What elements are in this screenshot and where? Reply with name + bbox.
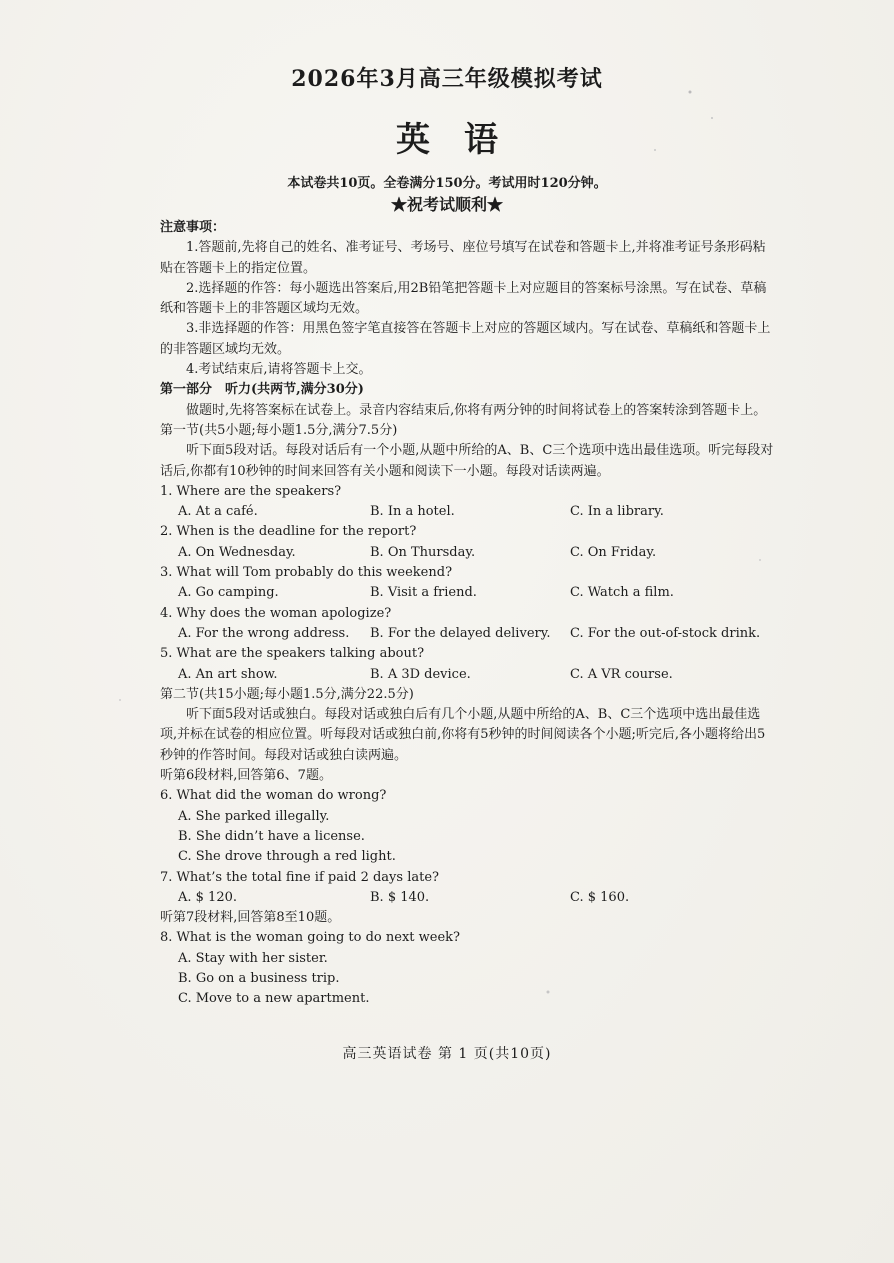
option-c: C. She drove through a red light. bbox=[178, 849, 396, 865]
option-c: C. A VR course. bbox=[570, 666, 673, 682]
option-b: B. In a hotel. bbox=[370, 504, 455, 520]
exam-title: 2026年3月高三年级模拟考试 bbox=[291, 66, 603, 92]
option-a: A. At a café. bbox=[178, 504, 258, 520]
page-footer: 高三英语试卷 第 1 页(共10页) bbox=[342, 1046, 552, 1062]
option-c: C. $ 160. bbox=[570, 889, 630, 905]
options-5 bbox=[160, 665, 776, 685]
option-b: B. For the delayed delivery. bbox=[370, 625, 551, 641]
section1-intro: 听下面5段对话。每段对话后有一个小题,从题中所给的A、B、C三个选项中选出最佳选项。听完每段对话后,你都有10秒钟的时间来回答有关小题和阅读下一小题。每段对话读两遍。 bbox=[160, 443, 774, 479]
option-b: B. A 3D device. bbox=[370, 666, 471, 682]
part1-heading: 第一部分 听力(共两节,满分30分) bbox=[160, 382, 364, 398]
notes-heading: 注意事项： bbox=[160, 220, 226, 235]
option-c: C. Move to a new apartment. bbox=[178, 991, 370, 1007]
option-b: B. Visit a friend. bbox=[370, 585, 477, 601]
note-item: 1.答题前,先将自己的姓名、准考证号、考场号、座位号填写在试卷和答题卡上,并将准考证号条形码粘贴在答题卡上的指定位置。 bbox=[160, 240, 766, 276]
material-6-instruction: 听第6段材料,回答第6、7题。 bbox=[160, 768, 332, 784]
question-7: 7. What’s the total fine if paid 2 days late? bbox=[160, 869, 439, 885]
option-a: A. An art show. bbox=[178, 666, 278, 682]
section1-heading: 第一节(共5小题;每小题1.5分,满分7.5分) bbox=[160, 422, 398, 438]
option-a: A. She parked illegally. bbox=[178, 808, 330, 824]
option-b: B. She didn’t have a license. bbox=[178, 828, 365, 844]
options-1 bbox=[160, 502, 776, 522]
options-3 bbox=[160, 583, 776, 603]
option-a: A. $ 120. bbox=[178, 889, 238, 905]
subject-title: 英语 bbox=[396, 120, 532, 160]
note-item: 3.非选择题的作答：用黑色签字笔直接答在答题卡上对应的答题区域内。写在试卷、草稿纸和答题卡上的非答题区域均无效。 bbox=[160, 321, 771, 357]
question-1: 1. Where are the speakers? bbox=[160, 483, 342, 499]
option-a: A. For the wrong address. bbox=[178, 625, 350, 641]
option-b: B. Go on a business trip. bbox=[178, 970, 340, 986]
section2-intro: 听下面5段对话或独白。每段对话或独白后有几个小题,从题中所给的A、B、C三个选项中选出最佳选项,并标在试卷的相应位置。听每段对话或独白前,你将有5秒钟的时间阅读各个小题;听完后,各小题将给出5秒钟的作答时间。每段对话或独白读两遍。 bbox=[160, 707, 766, 763]
material-7-instruction: 听第7段材料,回答第8至10题。 bbox=[160, 910, 341, 926]
option-a: A. Go camping. bbox=[178, 585, 279, 601]
option-b: B. $ 140. bbox=[370, 889, 430, 905]
option-c: C. In a library. bbox=[570, 504, 664, 520]
option-a: A. Stay with her sister. bbox=[178, 950, 328, 966]
question-4: 4. Why does the woman apologize? bbox=[160, 605, 392, 621]
question-8: 8. What is the woman going to do next week? bbox=[160, 930, 461, 946]
option-a: A. On Wednesday. bbox=[178, 544, 296, 560]
options-2 bbox=[160, 543, 776, 563]
exam-meta: 本试卷共10页。全卷满分150分。考试用时120分钟。 bbox=[287, 176, 607, 191]
question-5: 5. What are the speakers talking about? bbox=[160, 646, 425, 662]
options-7 bbox=[160, 888, 776, 908]
note-item: 4.考试结束后,请将答题卡上交。 bbox=[186, 362, 372, 378]
question-6: 6. What did the woman do wrong? bbox=[160, 788, 387, 804]
options-4 bbox=[160, 624, 776, 644]
note-item: 2.选择题的作答：每小题选出答案后,用2B铅笔把答题卡上对应题目的答案标号涂黑。写在试卷、草稿纸和答题卡上的非答题区域均无效。 bbox=[160, 280, 767, 317]
section2-heading: 第二节(共15小题;每小题1.5分,满分22.5分) bbox=[160, 686, 414, 702]
option-c: C. For the out-of-stock drink. bbox=[570, 625, 761, 641]
option-b: B. On Thursday. bbox=[370, 544, 476, 560]
question-2: 2. When is the deadline for the report? bbox=[160, 524, 417, 540]
exam-body bbox=[160, 218, 776, 1010]
good-luck-banner: ★祝考试顺利★ bbox=[390, 195, 503, 214]
part1-intro: 做题时,先将答案标在试卷上。录音内容结束后,你将有两分钟的时间将试卷上的答案转涂到答题卡上。 bbox=[186, 402, 767, 418]
question-3: 3. What will Tom probably do this weekend? bbox=[160, 565, 453, 581]
option-c: C. Watch a film. bbox=[570, 585, 674, 601]
option-c: C. On Friday. bbox=[570, 544, 657, 560]
